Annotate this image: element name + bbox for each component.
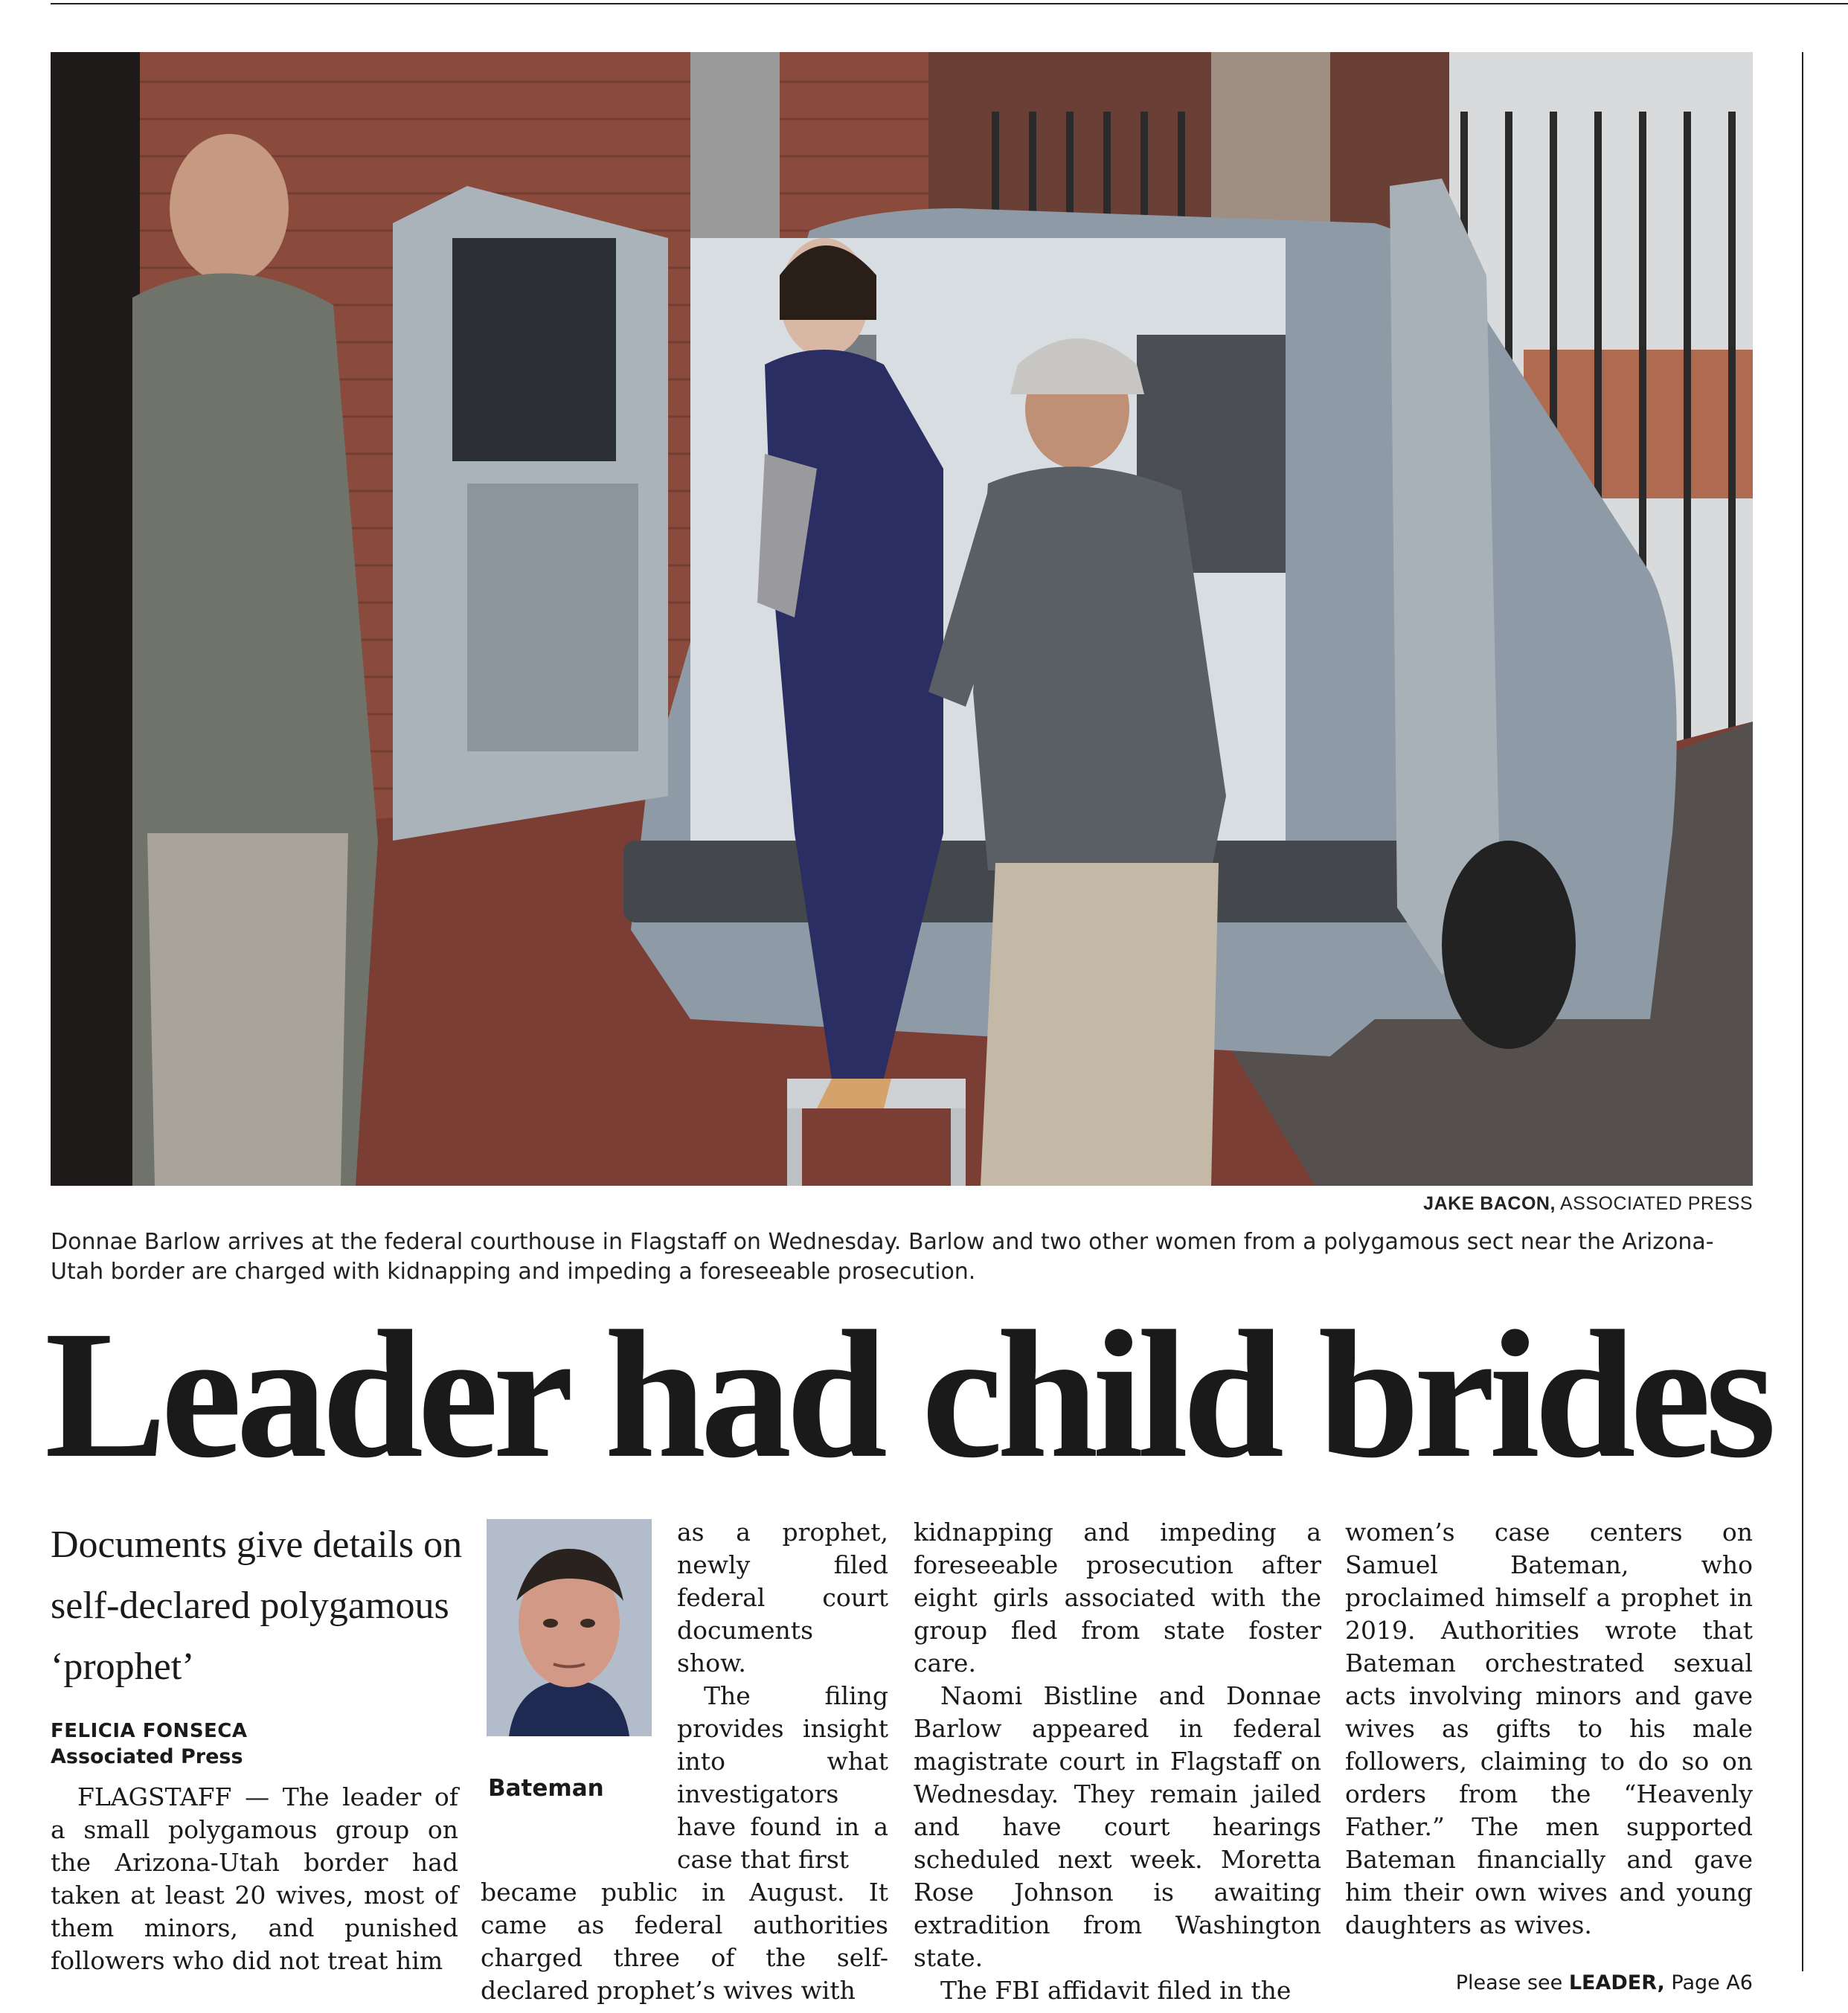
article-column-4 bbox=[1345, 1516, 1753, 1942]
article-column-3-para-c: The FBI affidavit filed in the bbox=[940, 1976, 1292, 2005]
byline bbox=[51, 1720, 458, 1768]
jump-page: Page A6 bbox=[1671, 1971, 1753, 1994]
article-column-4-para: women’s case centers on Samuel Bateman, who proclaimed himself a prophet in 2019. Authorities wrote that Bateman orchestrated sexual acts involving minors and gave wives as gifts to his male followers, claiming to do so on orders from the “Heavenly Father.” The men supported Bateman financially and gave him their own wives and young daughters as wives. bbox=[1345, 1518, 1753, 1939]
byline-name: FELICIA FONSECA bbox=[51, 1720, 248, 1742]
jump-line[interactable] bbox=[1345, 1971, 1753, 1994]
article-column-2-para-b: The filing provides insight into what investigators have found in a case that first bbox=[677, 1681, 888, 1874]
headline: Leader had child brides bbox=[45, 1294, 1771, 1496]
mugshot-label: Bateman bbox=[488, 1775, 604, 1802]
photo-caption: Donnae Barlow arrives at the federal courthouse in Flagstaff on Wednesday. Barlow and two other women from a polygamous sect near the Arizona-Utah border are charged with kidnapping and impeding a foreseeable prosecution. bbox=[51, 1229, 1714, 1285]
article-column-3-para-a: kidnapping and impeding a foreseeable prosecution after eight girls associated with the group fled from state foster care. bbox=[914, 1518, 1321, 1678]
jump-prefix: Please see bbox=[1455, 1971, 1563, 1994]
article-column-2-para-a: as a prophet, newly filed federal court documents show. bbox=[677, 1518, 888, 1678]
news-photo bbox=[51, 52, 1753, 1186]
photo-credit-org: ASSOCIATED PRESS bbox=[1560, 1193, 1753, 1214]
photo-credit-name: JAKE BACON, bbox=[1423, 1193, 1556, 1214]
column-rule bbox=[1802, 52, 1803, 1971]
jump-keyword: LEADER, bbox=[1568, 1971, 1665, 1994]
article-column-3-para-b: Naomi Bistline and Donnae Barlow appeared in federal magistrate court in Flagstaff on Wednesday. They remain jailed and have court hearings scheduled next week. Moretta Rose Johnson is awaiting extradition from Washington state. bbox=[914, 1681, 1321, 1972]
deck-subheadline: Documents give details on self-declared polygamous ‘prophet’ bbox=[51, 1524, 463, 1688]
article-column-2-para-c: became public in August. It came as federal authorities charged three of the self-declared prophet’s wives with bbox=[481, 1878, 888, 2005]
article-column-3 bbox=[914, 1516, 1321, 2007]
byline-organization: Associated Press bbox=[51, 1745, 243, 1768]
article-column-2 bbox=[481, 1516, 888, 2007]
top-rule bbox=[51, 3, 1848, 4]
photo-credit bbox=[51, 1193, 1753, 1215]
article-column-1: FLAGSTAFF — The leader of a small polygamous group on the Arizona-Utah border had taken at least 20 wives, most of them minors, and punished followers who did not treat him bbox=[51, 1782, 458, 1975]
